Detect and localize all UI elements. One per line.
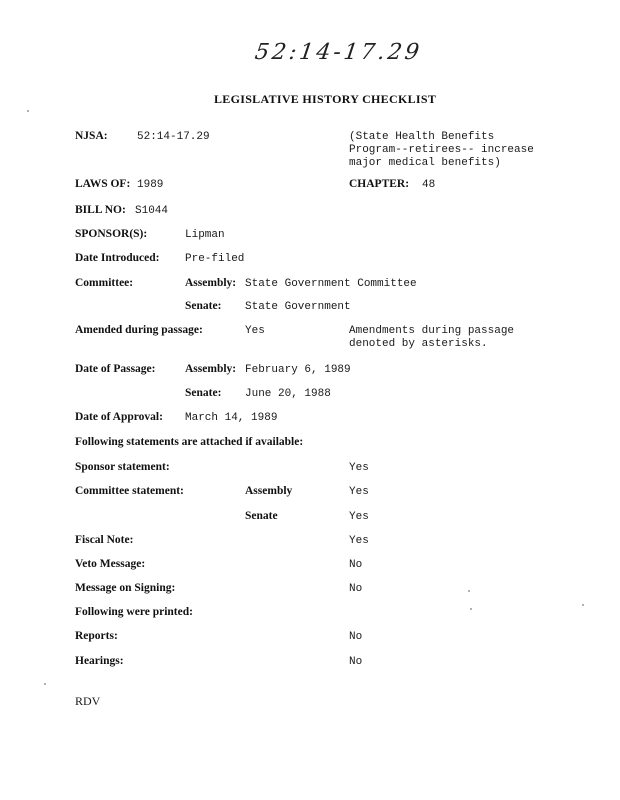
scan-speck (468, 590, 470, 592)
message-on-signing-value: No (349, 583, 363, 595)
initials: RDV (75, 694, 101, 708)
amended-label: Amended during passage: (75, 324, 203, 336)
sponsors-label: SPONSOR(S): (75, 228, 148, 240)
njsa-label: NJSA: (75, 130, 108, 142)
date-of-approval-label: Date of Approval: (75, 411, 163, 423)
chapter-value: 48 (422, 179, 436, 191)
passage-senate-label: Senate: (185, 387, 222, 399)
date-of-passage-label: Date of Passage: (75, 363, 156, 375)
fiscal-note-value: Yes (349, 535, 369, 547)
veto-message-value: No (349, 559, 363, 571)
committee-statement-assembly-value: Yes (349, 486, 369, 498)
date-introduced-value: Pre-filed (185, 253, 245, 265)
committee-label: Committee: (75, 277, 134, 289)
committee-statement-label: Committee statement: (75, 485, 184, 497)
hearings-label: Hearings: (75, 655, 124, 667)
scan-speck (27, 110, 29, 112)
sponsor-statement-value: Yes (349, 462, 369, 474)
sponsors-value: Lipman (185, 229, 225, 241)
committee-assembly-label: Assembly: (185, 277, 237, 289)
reports-label: Reports: (75, 630, 118, 642)
njsa-value: 52:14-17.29 (137, 131, 210, 143)
amended-value: Yes (245, 325, 265, 337)
reports-value: No (349, 631, 363, 643)
committee-statement-senate-label: Senate (245, 510, 278, 522)
laws-of-value: 1989 (137, 179, 164, 191)
scan-speck (470, 608, 472, 610)
handwritten-statute-number: 52:14-17.29 (253, 40, 424, 65)
njsa-description: (State Health Benefits Program--retirees-- increase major medical benefits) (349, 131, 534, 169)
bill-no-label: BILL NO: (75, 204, 126, 216)
committee-senate-value: State Government (245, 301, 351, 313)
committee-statement-assembly-label: Assembly (245, 485, 293, 497)
passage-assembly-label: Assembly: (185, 363, 237, 375)
passage-senate-value: June 20, 1988 (245, 388, 331, 400)
date-introduced-label: Date Introduced: (75, 252, 160, 264)
chapter-label: CHAPTER: (349, 178, 410, 190)
page-title: LEGISLATIVE HISTORY CHECKLIST (214, 92, 437, 106)
scan-speck (582, 604, 584, 606)
committee-senate-label: Senate: (185, 300, 222, 312)
following-printed-heading: Following were printed: (75, 606, 193, 618)
scan-speck (44, 683, 46, 685)
sponsor-statement-label: Sponsor statement: (75, 461, 170, 473)
message-on-signing-label: Message on Signing: (75, 582, 176, 594)
laws-of-label: LAWS OF: (75, 178, 131, 190)
committee-assembly-value: State Government Committee (245, 278, 417, 290)
bill-no-value: S1044 (135, 205, 169, 217)
veto-message-label: Veto Message: (75, 558, 146, 570)
fiscal-note-label: Fiscal Note: (75, 534, 134, 546)
following-attached-heading: Following statements are attached if available: (75, 436, 304, 448)
passage-assembly-value: February 6, 1989 (245, 364, 351, 376)
date-of-approval-value: March 14, 1989 (185, 412, 278, 424)
amended-note: Amendments during passage denoted by asterisks. (349, 325, 515, 350)
hearings-value: No (349, 656, 363, 668)
committee-statement-senate-value: Yes (349, 511, 369, 523)
